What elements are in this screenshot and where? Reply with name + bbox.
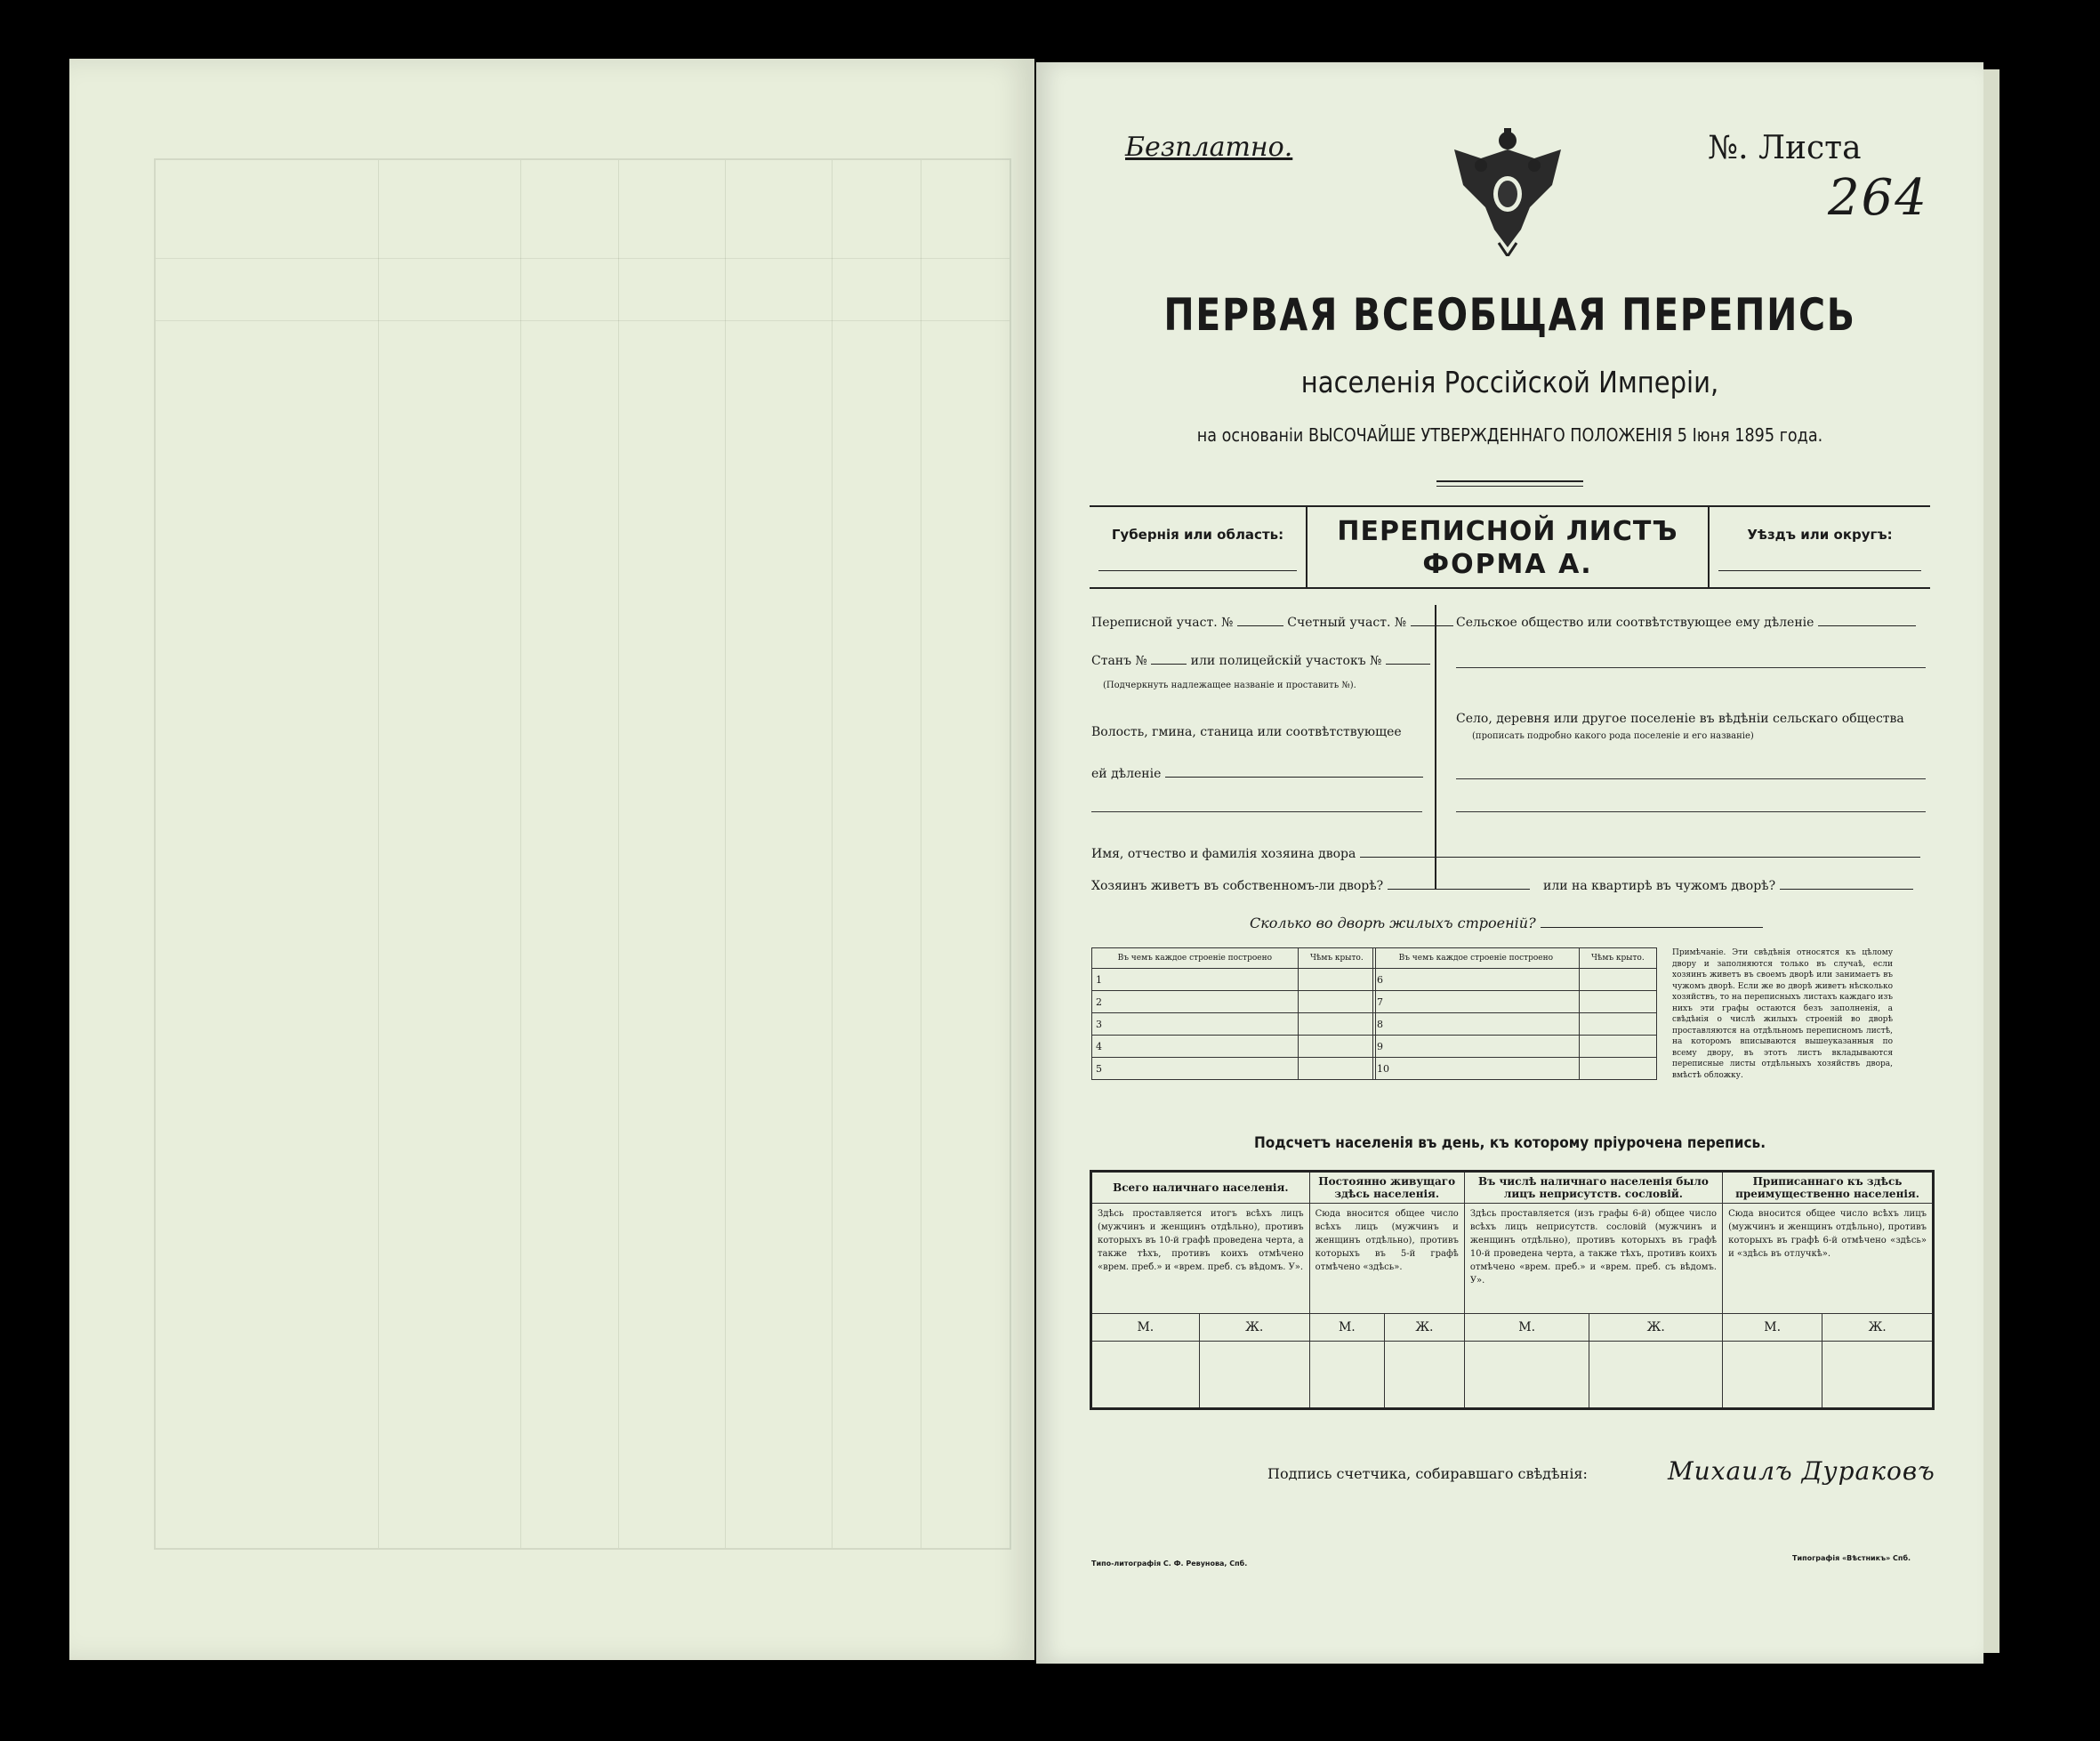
lives-own-field: [1091, 879, 1530, 893]
sex-label: М.: [1723, 1314, 1822, 1342]
blank-line: [1237, 625, 1283, 626]
population-count-table: [1090, 1170, 1935, 1410]
col-roof-header: Чѣмъ крыто.: [1579, 948, 1656, 969]
population-count-title: Подсчетъ населенія въ день, къ которому пріурочена перепись.: [1253, 1134, 1766, 1152]
show-through-grid: [154, 158, 1011, 1550]
volost-label: Волость, гмина, станица или соотвѣтствующее: [1091, 725, 1402, 739]
printer-imprint-left: Типо-литографія С. Ф. Ревунова, Спб.: [1091, 1560, 1248, 1568]
enumerator-signature-label: Подпись счетчика, собиравшаго свѣдѣнія:: [1267, 1465, 1588, 1482]
sheet-number-label: №. Листа: [1708, 130, 1862, 166]
settlement-note: (прописать подробно какого рода поселеніе и его названіе): [1472, 731, 1754, 741]
document-subtitle: населенія Россійской Имперіи,: [1300, 365, 1719, 399]
camp-field: [1091, 654, 1430, 668]
row-number: 9: [1373, 1036, 1580, 1058]
count-cell: [1309, 1342, 1384, 1409]
district-label: Уѣздъ или округъ:: [1747, 527, 1893, 543]
sex-label: М.: [1309, 1314, 1384, 1342]
blank-line: [1411, 625, 1453, 626]
sex-label: М.: [1091, 1314, 1200, 1342]
blank-line: [1818, 625, 1916, 626]
census-district-field: [1091, 616, 1453, 630]
counting-district-label: Счетный участ. №: [1287, 616, 1407, 630]
lives-other-field: [1543, 879, 1913, 893]
count-header: Въ числѣ наличнаго населенія было лицъ неприсутств. сословій.: [1464, 1172, 1722, 1204]
double-headed-eagle-emblem: [1445, 123, 1570, 256]
count-header: Постоянно живущаго здѣсь населенія.: [1309, 1172, 1464, 1204]
blank-line: [1151, 664, 1187, 665]
form-heading-line2: ФОРМА А.: [1422, 549, 1593, 580]
rural-society-field: [1456, 616, 1916, 630]
blank-line: [1456, 667, 1926, 668]
blank-line: [1386, 664, 1430, 665]
count-cell: [1091, 1342, 1200, 1409]
sex-label: Ж.: [1385, 1314, 1465, 1342]
lives-other-label: или на квартирѣ въ чужомъ дворѣ?: [1543, 879, 1776, 893]
buildings-count-field: [1250, 915, 1763, 931]
count-header: Всего наличнаго населенія.: [1091, 1172, 1310, 1204]
form-heading-line1: ПЕРЕПИСНОЙ ЛИСТЪ: [1337, 516, 1678, 547]
sheet-number-handwritten: 264: [1828, 169, 1928, 227]
printer-imprint-right: Типографія «Вѣстникъ» Спб.: [1792, 1554, 1911, 1562]
buildings-table-left: [1091, 947, 1376, 1080]
sex-label: Ж.: [1199, 1314, 1309, 1342]
count-cell: [1464, 1342, 1589, 1409]
row-number: 10: [1373, 1058, 1580, 1080]
buildings-table-right: [1372, 947, 1657, 1080]
blank-line: [1456, 778, 1926, 779]
row-number: 2: [1092, 991, 1299, 1013]
province-label: Губернія или область:: [1111, 527, 1284, 543]
row-number: 6: [1373, 969, 1580, 991]
rural-society-label: Сельское общество или соотвѣтствующее ему дѣленіе: [1456, 616, 1814, 630]
decorative-rule: [1436, 480, 1583, 487]
legal-basis: на основаніи ВЫСОЧАЙШЕ УТВЕРЖДЕННАГО ПОЛОЖЕНІЯ 5 Іюня 1895 года.: [1196, 424, 1823, 446]
sex-label: М.: [1464, 1314, 1589, 1342]
owner-name-label: Имя, отчество и фамилія хозяина двора: [1091, 847, 1356, 861]
province-field: [1090, 507, 1307, 587]
census-form-page: [1036, 62, 1983, 1664]
row-number: 1: [1092, 969, 1299, 991]
owner-name-field: [1091, 847, 1920, 861]
row-number: 4: [1092, 1036, 1299, 1058]
blank-line: [1456, 811, 1926, 812]
row-number: 5: [1092, 1058, 1299, 1080]
camp-note: (Подчеркнуть надлежащее названіе и проставить №).: [1103, 681, 1356, 690]
sex-label: Ж.: [1822, 1314, 1934, 1342]
row-number: 8: [1373, 1013, 1580, 1036]
row-number: 3: [1092, 1013, 1299, 1036]
district-field: [1708, 507, 1930, 587]
buildings-count-label: Сколько во дворѣ жилыхъ строеній?: [1250, 915, 1536, 931]
count-description: Сюда вносится общее число всѣхъ лицъ (мужчинъ и женщинъ отдѣльно), противъ которыхъ въ графѣ 6-й отмѣчено «здѣсь» и «здѣсь въ отлучкѣ».: [1723, 1204, 1934, 1314]
blank-line: [1541, 927, 1763, 928]
count-description: Здѣсь проставляется итогъ всѣхъ лицъ (мужчинъ и женщинъ отдѣльно), противъ которыхъ въ 10-й графѣ проведена черта, а также тѣхъ, противъ коихъ отмѣчено «врем. преб.» и «врем. преб. съ вѣдомъ. У».: [1091, 1204, 1310, 1314]
count-cell: [1199, 1342, 1309, 1409]
count-header: Приписаннаго къ здѣсь преимущественно населенія.: [1723, 1172, 1934, 1204]
sex-label: Ж.: [1589, 1314, 1723, 1342]
count-description: Здѣсь проставляется (изъ графы 6-й) общее число всѣхъ лицъ неприсутств. сословій (мужчинъ и женщинъ отдѣльно), противъ которыхъ въ графѣ 10-й проведена черта, а также тѣхъ, противъ коихъ отмѣчено «врем. преб.» и «врем. преб. съ вѣдомъ. У».: [1464, 1204, 1722, 1314]
form-type-heading: [1307, 507, 1708, 587]
blank-line: [1165, 777, 1423, 778]
left-page-blank: [69, 59, 1034, 1660]
free-label: Безплатно.: [1125, 132, 1293, 163]
settlement-label: Село, деревня или другое поселеніе въ вѣдѣніи сельскаго общества: [1456, 712, 1904, 726]
row-number: 7: [1373, 991, 1580, 1013]
blank-line: [1360, 857, 1920, 858]
count-cell: [1822, 1342, 1934, 1409]
volost-field: [1091, 767, 1423, 781]
census-district-label: Переписной участ. №: [1091, 616, 1234, 630]
col-material-header: Въ чемъ каждое строеніе построено: [1092, 948, 1299, 969]
count-cell: [1385, 1342, 1465, 1409]
page-edge: [1983, 69, 1999, 1653]
count-cell: [1723, 1342, 1822, 1409]
col-material-header: Въ чемъ каждое строеніе построено: [1373, 948, 1580, 969]
form-header-box: [1090, 505, 1930, 589]
blank-line: [1091, 811, 1422, 812]
camp-label: Станъ №: [1091, 654, 1147, 668]
lives-own-label: Хозяинъ живетъ въ собственномъ-ли дворѣ?: [1091, 879, 1384, 893]
count-cell: [1589, 1342, 1723, 1409]
volost-division-label: ей дѣленіе: [1091, 767, 1162, 781]
blank-line: [1388, 889, 1530, 890]
enumerator-signature: Михаилъ Дураковъ: [1668, 1456, 1935, 1486]
count-description: Сюда вносится общее число всѣхъ лицъ (мужчинъ и женщинъ отдѣльно), противъ которыхъ въ 5-й графѣ отмѣчено «здѣсь».: [1309, 1204, 1464, 1314]
police-precinct-label: или полицейскій участокъ №: [1190, 654, 1382, 668]
blank-line: [1780, 889, 1913, 890]
document-title: ПЕРВАЯ ВСЕОБЩАЯ ПЕРЕПИСЬ: [1163, 289, 1856, 341]
buildings-note: Примѣчаніе. Эти свѣдѣнія относятся къ цѣлому двору и заполняются только въ случаѣ, если хозяинъ живетъ въ своемъ дворѣ или занимаетъ въ чужомъ дворѣ. Если же во дворѣ живетъ нѣсколько хозяйствъ, то на переписныхъ листахъ каждаго изъ нихъ эти графы остаются безъ заполненія, а свѣдѣнія о числѣ жилыхъ строеній во дворѣ проставляются на отдѣльномъ переписномъ листѣ, на которомъ вписываются вышеуказанныя по всему двору, въ этотъ листъ вкладываются переписные листы отдѣльныхъ хозяйствъ двора, вмѣстѣ обложку.: [1672, 948, 1893, 1080]
col-roof-header: Чѣмъ крыто.: [1298, 948, 1375, 969]
